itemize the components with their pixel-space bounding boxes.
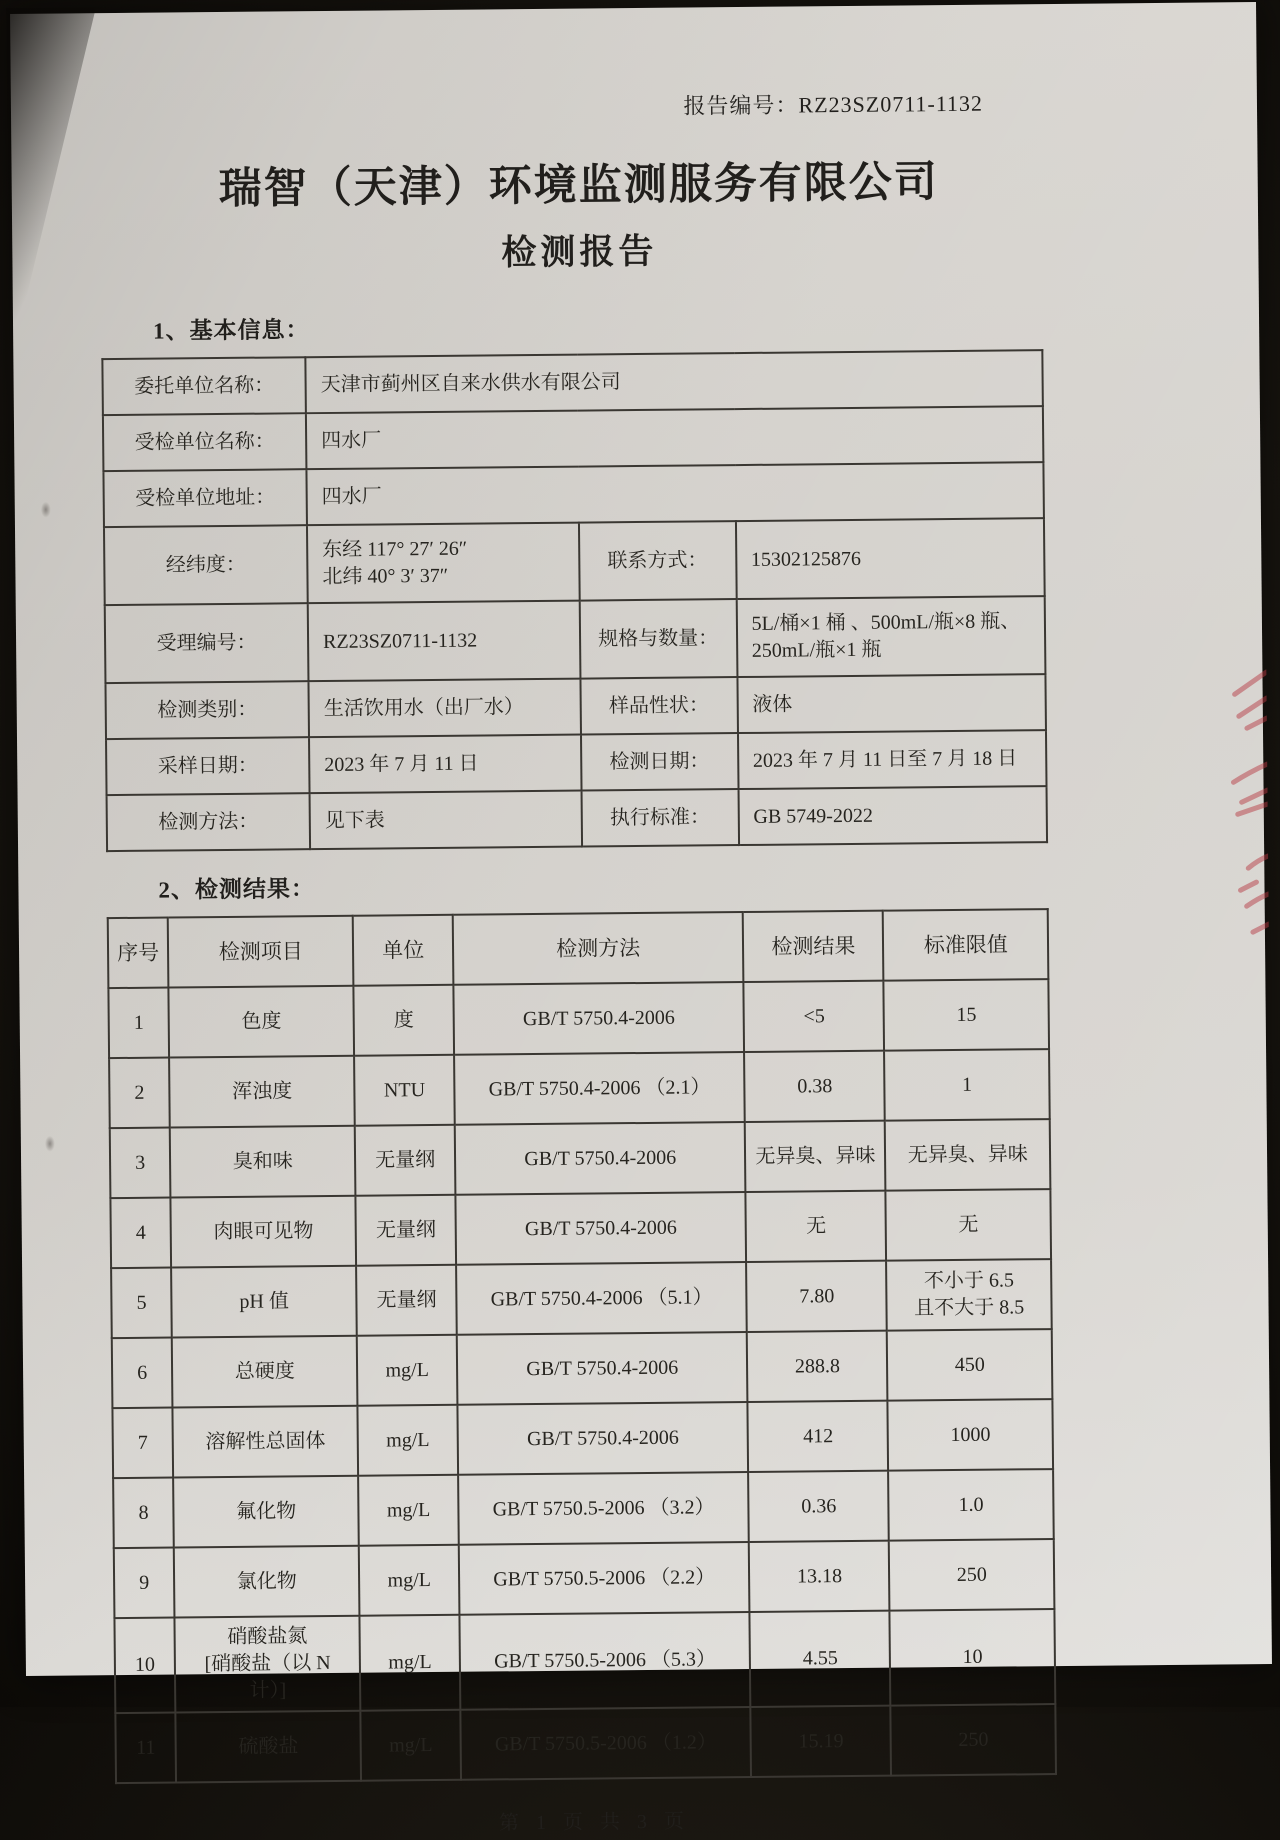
result-row (112, 1399, 1053, 1478)
basic-info-row (104, 518, 1045, 605)
field-value: GB 5749-2022 (738, 786, 1047, 845)
result-cell: mg/L (357, 1335, 457, 1406)
field-value: 见下表 (310, 791, 582, 850)
field-value: 2023 年 7 月 11 日 (309, 735, 581, 794)
basic-info-row (107, 786, 1047, 851)
result-cell: 色度 (169, 986, 355, 1058)
field-label: 样品性状： (580, 677, 737, 735)
basic-info-row (103, 406, 1043, 471)
result-cell: 288.8 (747, 1331, 888, 1402)
result-cell: 无量纲 (355, 1125, 455, 1196)
basic-info-row (106, 730, 1046, 795)
result-cell: 氟化物 (173, 1476, 359, 1548)
result-cell: mg/L (361, 1710, 461, 1781)
field-label: 规格与数量： (579, 599, 737, 679)
result-cell: 3 (110, 1128, 171, 1199)
result-cell: 0.38 (744, 1051, 885, 1122)
report-number-line (99, 86, 1057, 126)
section1-heading: 1、基本信息： (152, 317, 310, 344)
result-cell: GB/T 5750.4-2006 （5.1） (456, 1262, 747, 1335)
page-footer: 第 1 页 共 3 页 (498, 1810, 691, 1835)
result-cell: 7.80 (746, 1261, 887, 1332)
paper-sheet (10, 2, 1272, 1835)
field-label: 受理编号： (105, 603, 309, 683)
result-cell: GB/T 5750.4-2006 (457, 1402, 748, 1475)
section2-heading: 2、检测结果： (158, 876, 316, 903)
result-cell: 1000 (888, 1399, 1053, 1471)
result-cell: 412 (748, 1401, 889, 1472)
field-label: 经纬度： (104, 525, 308, 605)
result-row (110, 1189, 1051, 1268)
red-stamp-fragment (1188, 632, 1269, 963)
field-label: 检测日期： (581, 733, 738, 791)
result-cell: GB/T 5750.4-2006 (453, 982, 744, 1055)
results-table (107, 908, 1057, 1784)
result-cell: GB/T 5750.5-2006 （5.3） (459, 1612, 750, 1710)
result-cell: 溶解性总固体 (173, 1406, 359, 1478)
result-row (111, 1259, 1052, 1338)
result-cell: 总硬度 (172, 1336, 358, 1408)
result-row (115, 1704, 1056, 1783)
result-cell: 无异臭、异味 (885, 1119, 1050, 1191)
result-cell: 6 (112, 1338, 173, 1409)
column-header: 序号 (108, 918, 169, 989)
result-cell: 1 (108, 988, 169, 1059)
basic-info-table (101, 349, 1048, 852)
result-cell: 1 (884, 1049, 1049, 1121)
results-table-body (108, 979, 1056, 1783)
company-name-title: 瑞智（天津）环境监测服务有限公司 (218, 159, 939, 214)
field-label: 委托单位名称： (102, 357, 306, 415)
result-cell: mg/L (359, 1545, 459, 1616)
result-cell: 无 (746, 1191, 887, 1262)
result-cell: 臭和味 (170, 1126, 356, 1198)
result-cell: NTU (354, 1055, 454, 1126)
result-cell: GB/T 5750.4-2006 （2.1） (454, 1052, 745, 1125)
result-row (108, 979, 1049, 1058)
result-cell: pH 值 (171, 1266, 357, 1338)
result-cell: 氯化物 (174, 1546, 360, 1618)
field-value: 15302125876 (736, 518, 1045, 599)
field-value: 5L/桶×1 桶 、500mL/瓶×8 瓶、250mL/瓶×1 瓶 (736, 596, 1045, 677)
result-cell: GB/T 5750.5-2006 （2.2） (459, 1542, 750, 1615)
result-cell: 4 (110, 1198, 171, 1269)
field-value: 生活饮用水（出厂水） (309, 679, 581, 738)
result-cell: 15.19 (751, 1706, 892, 1777)
field-label: 采样日期： (106, 737, 310, 795)
field-value: 天津市蓟州区自来水供水有限公司 (305, 350, 1042, 413)
result-cell: 无量纲 (356, 1195, 456, 1266)
column-header: 标准限值 (883, 909, 1048, 981)
result-cell: 0.36 (748, 1471, 889, 1542)
result-cell: 10 (890, 1609, 1055, 1706)
result-cell: 250 (891, 1704, 1056, 1776)
result-cell: 硫酸盐 (176, 1711, 362, 1783)
field-label: 执行标准： (581, 789, 738, 847)
result-cell: 2 (109, 1058, 170, 1129)
field-label: 受检单位名称： (103, 413, 307, 471)
result-cell: GB/T 5750.5-2006 （1.2） (460, 1707, 751, 1780)
field-value: RZ23SZ0711-1132 (308, 601, 580, 682)
result-cell: GB/T 5750.4-2006 (455, 1192, 746, 1265)
result-cell: mg/L (358, 1475, 458, 1546)
result-cell: 4.55 (750, 1611, 891, 1707)
result-cell: 250 (889, 1539, 1054, 1611)
field-value: 四水厂 (306, 406, 1043, 469)
results-header-row (108, 909, 1049, 988)
result-cell: GB/T 5750.4-2006 (455, 1122, 746, 1195)
result-cell: 11 (115, 1713, 176, 1784)
result-row (113, 1469, 1054, 1548)
result-cell: GB/T 5750.4-2006 (457, 1332, 748, 1405)
result-cell: 硝酸盐氮 [硝酸盐（以 N 计）] (175, 1616, 361, 1713)
result-cell: 15 (884, 979, 1049, 1051)
field-label: 受检单位地址： (103, 469, 307, 527)
result-cell: mg/L (358, 1405, 458, 1476)
result-cell: mg/L (360, 1615, 461, 1711)
result-cell: 10 (114, 1618, 175, 1714)
result-row (109, 1049, 1050, 1128)
document-content (98, 4, 1073, 1839)
field-label: 检测类别： (105, 681, 309, 739)
result-cell: 9 (114, 1548, 175, 1619)
field-value: 东经 117° 27′ 26″ 北纬 40° 3′ 37″ (307, 523, 579, 604)
column-header: 检测结果 (743, 911, 884, 982)
result-row (110, 1119, 1051, 1198)
result-cell: 5 (111, 1268, 172, 1339)
report-number-label: 报告编号： (683, 92, 799, 119)
paper-blemish (45, 1136, 55, 1152)
report-number-value: RZ23SZ0711-1132 (798, 90, 984, 118)
result-row (114, 1539, 1055, 1618)
field-value: 四水厂 (306, 462, 1043, 525)
column-header: 检测方法 (453, 912, 744, 985)
column-header: 单位 (353, 915, 453, 986)
basic-info-row (105, 596, 1046, 683)
result-cell: 无 (886, 1189, 1051, 1261)
basic-info-row (102, 350, 1042, 415)
field-value: 液体 (737, 674, 1046, 733)
basic-info-row (105, 674, 1045, 739)
result-cell: 8 (113, 1478, 174, 1549)
result-cell: GB/T 5750.5-2006 （3.2） (458, 1472, 749, 1545)
result-cell: 450 (887, 1329, 1052, 1401)
result-cell: 度 (354, 985, 454, 1056)
result-cell: 1.0 (889, 1469, 1054, 1541)
result-cell: 7 (112, 1408, 173, 1479)
result-cell: 浑浊度 (169, 1056, 355, 1128)
field-label: 检测方法： (107, 793, 311, 851)
result-cell: 无量纲 (356, 1265, 456, 1336)
paper-blemish (41, 502, 51, 518)
result-cell: 13.18 (749, 1541, 890, 1612)
field-label: 联系方式： (579, 521, 737, 601)
field-value: 2023 年 7 月 11 日至 7 月 18 日 (738, 730, 1047, 789)
result-cell: 肉眼可见物 (171, 1196, 357, 1268)
result-row (114, 1609, 1055, 1713)
document-title: 检测报告 (501, 231, 658, 273)
result-cell: 无异臭、异味 (745, 1121, 886, 1192)
result-cell: 不小于 6.5 且不大于 8.5 (887, 1259, 1052, 1331)
result-row (112, 1329, 1053, 1408)
column-header: 检测项目 (168, 916, 354, 988)
basic-info-row (103, 462, 1043, 527)
result-cell: <5 (744, 981, 885, 1052)
